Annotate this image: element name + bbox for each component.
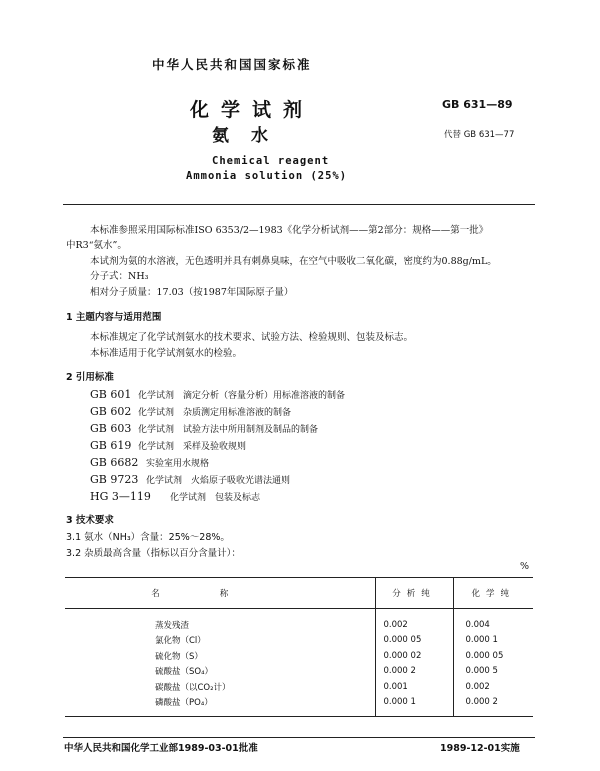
chemical-pure-value: 0.000 05 <box>453 648 533 664</box>
reference-title: 实验室用水规格 <box>146 459 210 469</box>
column-header-name: 名称 <box>65 578 375 609</box>
molecular-formula: 分子式：NH₃ <box>90 271 149 282</box>
impurity-table <box>65 577 533 717</box>
english-title: Chemical reagent <box>212 155 330 167</box>
reference-code: GB 601 <box>90 388 132 401</box>
column-header-chemically-pure: 化学纯 <box>453 578 533 609</box>
requirement-3-1: 3.1 氨水（NH₃）含量：25%～28%。 <box>66 532 230 543</box>
table-row <box>65 664 533 680</box>
reference-title: 化学试剂 滴定分析（容量分析）用标准溶液的制备 <box>138 391 346 401</box>
requirement-3-2: 3.2 杂质最高含量（指标以百分含量计）： <box>66 548 241 559</box>
chemical-pure-value: 0.002 <box>453 679 533 695</box>
intro-line-1: 本标准参照采用国际标准ISO 6353/2—1983《化学分析试剂——第2部分：规格——第一批》 <box>90 225 489 236</box>
impurity-name: 蒸发残渣 <box>155 620 190 631</box>
molecular-mass: 相对分子质量：17.03（按1987年国际原子量） <box>90 287 294 298</box>
reference-title: 化学试剂 采样及验收规则 <box>138 442 247 452</box>
impurity-name: 氯化物（Cl） <box>155 636 206 647</box>
table-header-row <box>65 578 533 609</box>
intro-line-3: 本试剂为氨的水溶液，无色透明并具有刺鼻臭味，在空气中吸收二氧化碳，密度约为0.88g/mL。 <box>90 256 497 267</box>
reference-item <box>90 439 246 452</box>
chemical-pure-value: 0.000 2 <box>453 695 533 717</box>
analytical-value: 0.000 1 <box>375 695 453 717</box>
reference-code: HG 3—119 <box>90 490 151 503</box>
document-subtitle: 氨水 <box>212 126 290 146</box>
column-header-analytical-reagent: 分析纯 <box>375 578 453 609</box>
section-2-title: 2 引用标准 <box>66 372 114 383</box>
table-unit: % <box>520 561 530 572</box>
reference-title: 化学试剂 试验方法中所用制剂及制品的制备 <box>138 425 319 435</box>
reference-title: 化学试剂 火焰原子吸收光谱法通则 <box>146 476 291 486</box>
analytical-value: 0.000 05 <box>375 633 453 649</box>
table-row <box>65 695 533 717</box>
chemical-pure-value: 0.000 5 <box>453 664 533 680</box>
table-row <box>65 679 533 695</box>
national-standard-header: 中华人民共和国国家标准 <box>152 57 312 72</box>
analytical-value: 0.000 02 <box>375 648 453 664</box>
impurity-name: 硫化物（S） <box>155 651 203 662</box>
english-subtitle: Ammonia solution (25%) <box>186 170 348 182</box>
reference-item <box>90 473 290 486</box>
bottom-divider <box>63 737 535 738</box>
reference-code: GB 602 <box>90 405 132 418</box>
reference-item <box>90 456 209 469</box>
chemical-pure-value: 0.000 1 <box>453 633 533 649</box>
impurity-name: 硫酸盐（SO₄） <box>155 667 213 678</box>
top-divider <box>63 204 535 205</box>
reference-item <box>90 490 260 503</box>
section-1-line-1: 本标准规定了化学试剂氨水的技术要求、试验方法、检验规则、包装及标志。 <box>90 332 414 343</box>
reference-title: 化学试剂 杂质测定用标准溶液的制备 <box>138 408 292 418</box>
table-row <box>65 609 533 633</box>
approval-line: 中华人民共和国化学工业部1989-03-01批准 <box>64 743 258 754</box>
reference-code: GB 619 <box>90 439 132 452</box>
reference-item <box>90 405 291 418</box>
standard-code: GB 631—89 <box>442 98 513 111</box>
section-1-line-2: 本标准适用于化学试剂氨水的检验。 <box>90 348 243 359</box>
reference-item <box>90 422 318 435</box>
impurity-name: 碳酸盐（以CO₂计） <box>155 682 231 693</box>
document-title: 化学试剂 <box>190 99 315 121</box>
section-3-title: 3 技术要求 <box>66 515 114 526</box>
reference-code: GB 9723 <box>90 473 139 486</box>
reference-code: GB 603 <box>90 422 132 435</box>
analytical-value: 0.001 <box>375 679 453 695</box>
analytical-value: 0.002 <box>375 609 453 633</box>
analytical-value: 0.000 2 <box>375 664 453 680</box>
table-row <box>65 633 533 649</box>
chemical-pure-value: 0.004 <box>453 609 533 633</box>
reference-item <box>90 388 345 401</box>
intro-line-2: 中R3“氨水”。 <box>66 240 127 251</box>
section-1-title: 1 主题内容与适用范围 <box>66 312 162 323</box>
reference-code: GB 6682 <box>90 456 139 469</box>
impurity-name: 磷酸盐（PO₄） <box>65 695 375 717</box>
replaces-note: 代替 GB 631—77 <box>444 130 515 140</box>
implementation-date: 1989-12-01实施 <box>440 743 520 754</box>
table-row <box>65 648 533 664</box>
reference-title: 化学试剂 包装及标志 <box>170 493 261 503</box>
